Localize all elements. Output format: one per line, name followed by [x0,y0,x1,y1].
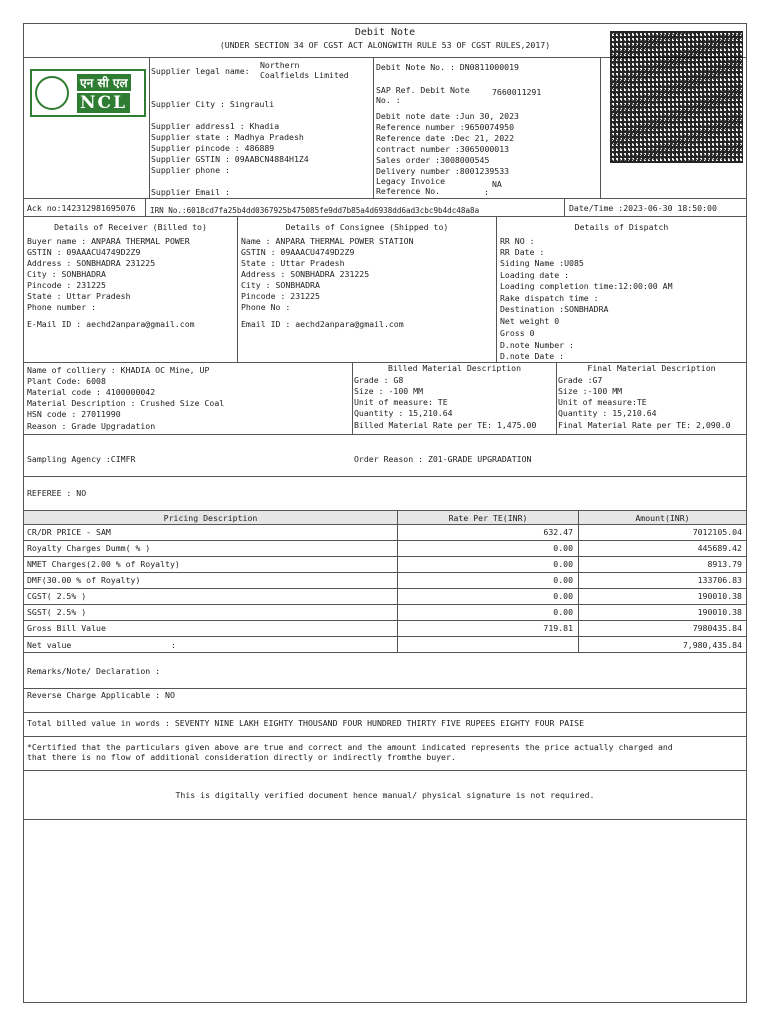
pricing-rate-header: Rate Per TE(INR) [448,513,528,523]
legacy-invoice-value: NA [492,179,502,189]
colliery-row: HSN code : 27011990 [27,409,121,419]
date-time: Date/Time :2023-06-30 18:50:00 [569,203,717,213]
note-detail-row: Debit note date :Jun 30, 2023 [376,111,519,121]
debit-note-number: Debit Note No. : DN0811000019 [376,62,519,72]
table-row [24,620,746,637]
pricing-desc: Royalty Charges Dumm( % ) [27,543,151,553]
net-value-label: Net value [27,640,72,650]
sampling-agency: Sampling Agency :CIMFR [27,454,136,464]
pricing-desc: DMF(30.00 % of Royalty) [27,575,141,585]
divider [373,58,374,198]
receiver-row: Pincode : 231225 [27,280,106,290]
supplier-pincode: Supplier pincode : 486889 [151,143,275,153]
referee: REFEREE : NO [27,488,87,498]
receiver-row: City : SONBHADRA [27,269,106,279]
divider [24,198,746,199]
supplier-legal-value: Northern [260,60,300,70]
divider [24,712,746,713]
supplier-gstin: Supplier GSTIN : 09AABCN4884H1Z4 [151,154,309,164]
divider [24,736,746,737]
note-detail-row: Delivery number :8001239533 [376,166,510,176]
divider [24,476,746,477]
dispatch-row: Rake dispatch time : [500,293,599,303]
billed-row: Grade : G8 [354,375,404,385]
pricing-rate: 632.47 [543,527,573,537]
dispatch-row: RR Date : [500,247,545,257]
document-title: Debit Note [354,27,416,38]
logo-hindi-text: एन सी एल [77,74,131,91]
dispatch-heading: Details of Dispatch [574,222,669,232]
net-value-amount: 7,980,435.84 [682,640,742,650]
divider [237,216,238,362]
certification-text: *Certified that the particulars given above are true and correct and the amount indicated represents the price actually charged and [27,742,673,752]
final-row: Unit of measure:TE [558,397,647,407]
supplier-legal-label: Supplier legal name: [151,66,250,76]
table-row [24,604,746,621]
supplier-state: Supplier state : Madhya Pradesh [151,132,304,142]
pricing-desc: NMET Charges(2.00 % of Royalty) [27,559,180,569]
table-row [24,572,746,589]
pricing-desc: Gross Bill Value [27,623,106,633]
dispatch-row: Net weight 0 [500,316,560,326]
final-row: Grade :G7 [558,375,603,385]
divider [145,198,146,216]
legacy-invoice-label: Legacy Invoice [376,176,446,186]
pricing-amount: 7012105.04 [692,527,742,537]
divider [24,434,746,435]
irn-number: IRN No.:6018cd7fa25b4dd0367925b475085fe9dd7b85a4d6938dd6ad3cbc9b4dc48a8a [150,206,480,215]
divider [600,58,601,198]
billed-row: Quantity : 15,210.64 [354,408,453,418]
billed-row: Unit of measure: TE [354,397,448,407]
divider [24,652,746,653]
billed-row: Billed Material Rate per TE: 1,475.00 [354,420,537,430]
colliery-row: Material Description : Crushed Size Coal [27,398,225,408]
divider [496,216,497,362]
reverse-charge: Reverse Charge Applicable : NO [27,690,175,700]
final-row: Final Material Rate per TE: 2,090.0 [558,420,731,430]
consignee-row: Phone No : [241,302,291,312]
emblem-icon [35,76,69,110]
pricing-rate: 0.00 [553,575,573,585]
note-detail-row: Reference date :Dec 21, 2022 [376,133,515,143]
supplier-address: Supplier address1 : Khadia [151,121,280,131]
billed-heading: Billed Material Description [387,363,522,373]
pricing-amount: 8913.79 [707,559,742,569]
legacy-invoice-colon: : [484,187,489,197]
pricing-amount: 133706.83 [697,575,742,585]
consignee-row: Address : SONBHADRA 231225 [241,269,370,279]
receiver-row: GSTIN : 09AAACU4749D2Z9 [27,247,141,257]
receiver-heading: Details of Receiver (Billed to) [54,222,207,232]
dispatch-row: D.note Number : [500,340,574,350]
document-subtitle: (UNDER SECTION 34 OF CGST ACT ALONGWITH RULE 53 OF CGST RULES,2017) [219,40,551,50]
total-in-words: Total billed value in words : SEVENTY NINE LAKH EIGHTY THOUSAND FOUR HUNDRED THIRTY FIVE RUPEES EIGHTY FOUR PAISE [27,718,585,728]
pricing-amount: 445689.42 [697,543,742,553]
pricing-desc: CR/DR PRICE - SAM [27,527,111,537]
table-row [24,556,746,573]
consignee-heading: Details of Consignee (Shipped to) [285,222,449,232]
pricing-rate: 719.81 [543,623,573,633]
dispatch-row: Siding Name :U085 [500,258,584,268]
supplier-email: Supplier Email : [151,187,230,197]
note-detail-row: Sales order :3008000545 [376,155,490,165]
supplier-phone: Supplier phone : [151,165,230,175]
consignee-row: Name : ANPARA THERMAL POWER STATION [241,236,414,246]
sap-ref-value: 7660011291 [492,87,542,97]
dispatch-row: Loading completion time:12:00:00 AM [500,281,673,291]
pricing-amount-header: Amount(INR) [635,513,690,523]
logo-text: NCL [77,93,130,113]
colliery-row: Reason : Grade Upgradation [27,421,156,431]
sap-ref-label: SAP Ref. Debit Note [376,85,470,95]
note-detail-row: Reference number :9650074950 [376,122,515,132]
ncl-logo [30,69,146,117]
dispatch-row: Destination :SONBHADRA [500,304,609,314]
pricing-amount: 7980435.84 [692,623,742,633]
divider [24,770,746,771]
sap-ref-label: No. : [376,95,401,105]
pricing-header [24,510,746,525]
dispatch-row: Loading date : [500,270,570,280]
note-detail-row: contract number :3065000013 [376,144,510,154]
net-value-row [24,637,746,651]
colliery-row: Name of colliery : KHADIA OC Mine, UP [27,365,210,375]
table-row [24,524,746,541]
pricing-desc: CGST( 2.5% ) [27,591,87,601]
receiver-row: Address : SONBHADRA 231225 [27,258,156,268]
pricing-desc: SGST( 2.5% ) [27,607,87,617]
consignee-row: State : Uttar Pradesh [241,258,345,268]
pricing-rate: 0.00 [553,607,573,617]
divider [149,58,150,198]
receiver-row: State : Uttar Pradesh [27,291,131,301]
consignee-row: Pincode : 231225 [241,291,320,301]
pricing-rate: 0.00 [553,591,573,601]
consignee-row: GSTIN : 09AAACU4749D2Z9 [241,247,355,257]
divider [24,819,746,820]
billed-row: Size : -100 MM [354,386,424,396]
dispatch-row: Gross 0 [500,328,535,338]
receiver-email: E-Mail ID : aechd2anpara@gmail.com [27,319,195,329]
consignee-row: City : SONBHADRA [241,280,320,290]
receiver-row: Phone number : [27,302,97,312]
pricing-desc-header: Pricing Description [163,513,258,523]
final-row: Quantity : 15,210.64 [558,408,657,418]
debit-note-document [23,23,747,1003]
table-row [24,588,746,605]
colliery-row: Plant Code: 6008 [27,376,106,386]
supplier-legal-value: Coalfields Limited [260,70,349,80]
table-row [24,540,746,557]
divider [564,198,565,216]
legacy-invoice-label: Reference No. [376,186,441,196]
remarks: Remarks/Note/ Declaration : [27,666,161,676]
pricing-rate: 0.00 [553,559,573,569]
receiver-row: Buyer name : ANPARA THERMAL POWER [27,236,190,246]
dispatch-row: D.note Date : [500,351,565,361]
net-value-colon: : [171,640,176,650]
ack-number: Ack no:142312981695076 [27,203,136,213]
consignee-email: Email ID : aechd2anpara@gmail.com [241,319,404,329]
pricing-amount: 190010.38 [697,607,742,617]
dispatch-row: RR NO : [500,236,535,246]
certification-text: that there is no flow of additional consideration directly or indirectly fromthe buyer. [27,752,456,762]
order-reason: Order Reason : Z01-GRADE UPGRADATION [354,454,532,464]
pricing-rate: 0.00 [553,543,573,553]
final-heading: Final Material Description [587,363,716,373]
final-row: Size :-100 MM [558,386,623,396]
pricing-amount: 190010.38 [697,591,742,601]
qr-code [610,31,743,163]
colliery-row: Material code : 4100000042 [27,387,156,397]
divider [24,688,746,689]
digital-verification-note: This is digitally verified document hence manual/ physical signature is not required. [175,790,595,800]
supplier-city: Supplier City : Singrauli [151,99,275,109]
divider [24,216,746,217]
